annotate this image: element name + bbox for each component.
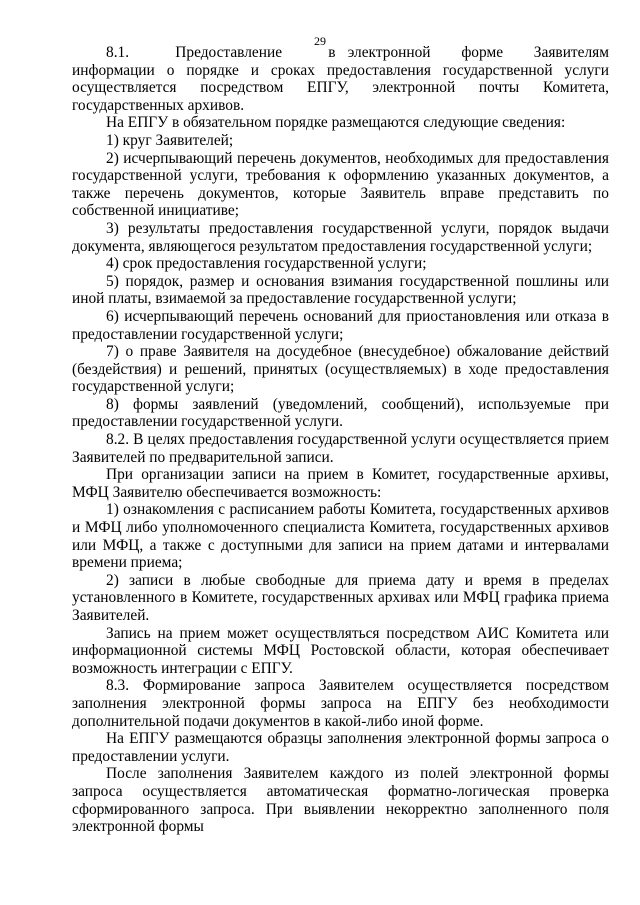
list-item-8: 8) формы заявлений (уведомлений, сообщений), используемые при предоставлении государственной услуги. (72, 395, 609, 431)
body-text (72, 44, 609, 836)
paragraph-appointment: При организации записи на прием в Комитет, государственные архивы, МФЦ Заявителю обеспечивается возможность: (72, 466, 609, 501)
paragraph-validation: После заполнения Заявителем каждого из полей электронной формы запроса осуществляется автоматическая форматно-логическая проверка сформированного запроса. При выявлении некорректно заполненного поля электронной формы (72, 765, 609, 836)
paragraph-epgu-info: На ЕПГУ в обязательном порядке размещаются следующие сведения: (106, 114, 566, 132)
list-item-7: 7) о праве Заявителя на досудебное (внесудебное) обжалование действий (бездействия) и решений, принятых (осуществляемых) в ходе предоставления государственной услуги; (72, 343, 609, 396)
appointment-item-2: 2) записи в любые свободные для приема дату и время в пределах установленного в Комитете, государственных архивах или МФЦ графика приема Заявителей. (72, 571, 609, 624)
list-item-5: 5) порядок, размер и основания взимания государственной пошлины или иной платы, взимаемой за предоставление государственной услуги; (72, 272, 609, 308)
list-item-1: 1) круг Заявителей; (106, 131, 234, 149)
appointment-item-1: 1) ознакомления с расписанием работы Комитета, государственных архивов и МФЦ либо уполномоченного специалиста Комитета, государственных архивов или МФЦ, а также с доступными для записи на прием датами и интервалами времени приема; (72, 501, 609, 572)
list-item-6: 6) исчерпывающий перечень оснований для приостановления или отказа в предоставлении государственной услуги; (72, 307, 609, 343)
paragraph-8-1: 8.1. Предоставление в электронной форме Заявителям информации о порядке и сроках предоставления государственной услуги осуществляется посредством ЕПГУ, электронной почты Комитета, государственных архивов. (72, 44, 609, 114)
page-number: 29 (314, 34, 326, 48)
paragraph-samples: На ЕПГУ размещаются образцы заполнения электронной формы запроса о предоставлении услуги. (72, 730, 609, 765)
paragraph-ais: Запись на прием может осуществляться посредством АИС Комитета или информационной системы МФЦ Ростовской области, которая обеспечивает возможность интеграции с ЕПГУ. (72, 624, 609, 677)
list-item-3: 3) результаты предоставления государственной услуги, порядок выдачи документа, являющегося результатом предоставления государственной услуги; (72, 219, 609, 255)
paragraph-8-2: 8.2. В целях предоставления государственной услуги осуществляется прием Заявителей по предварительной записи. (72, 431, 609, 466)
paragraph-8-3: 8.3. Формирование запроса Заявителем осуществляется посредством заполнения электронной формы запроса на ЕПГУ без необходимости дополнительной подачи документов в какой-либо иной форме. (72, 677, 609, 730)
list-item-2: 2) исчерпывающий перечень документов, необходимых для предоставления государственной услуги, требования к оформлению указанных документов, а также перечень документов, которые Заявитель вправе представить по собственной инициативе; (72, 149, 609, 220)
list-item-4: 4) срок предоставления государственной услуги; (106, 255, 427, 273)
